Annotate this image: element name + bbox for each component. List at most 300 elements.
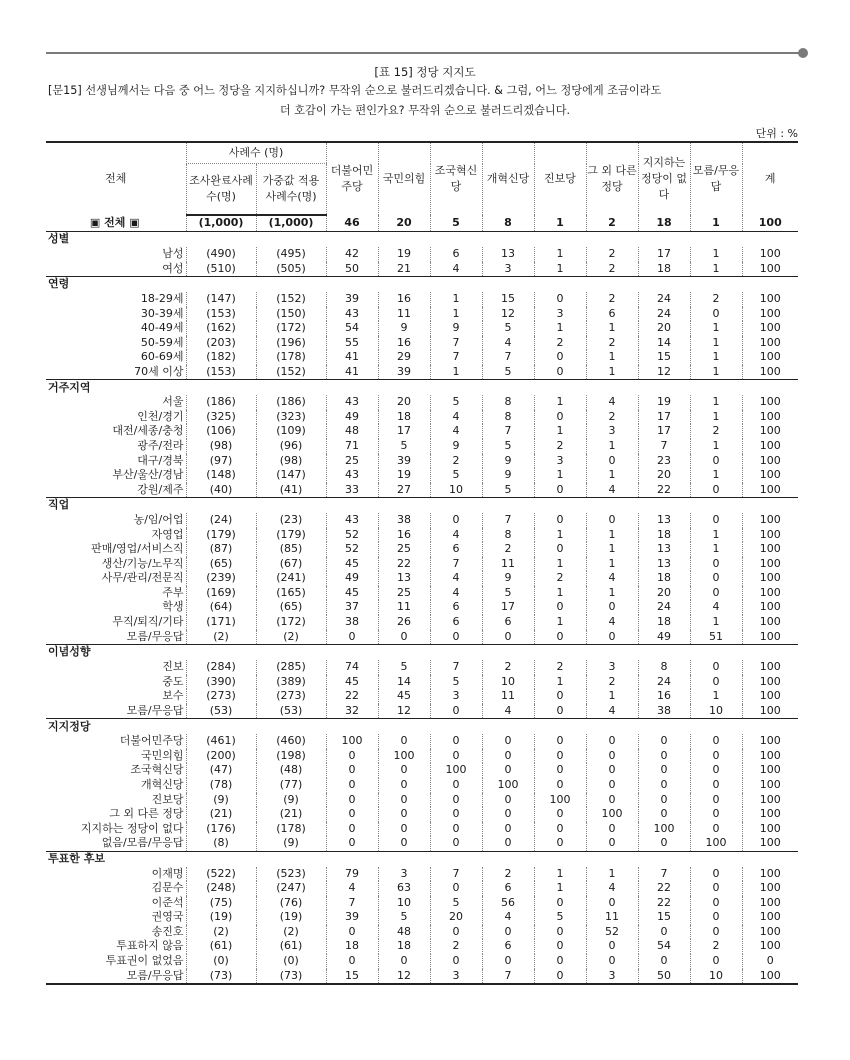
table-cell: (284) [186,660,256,675]
table-cell: 3 [378,867,430,882]
table-cell: 1 [690,528,742,543]
table-cell: 0 [534,836,586,851]
table-cell: (390) [186,675,256,690]
table-cell: 9 [430,439,482,454]
table-cell: 1 [586,542,638,557]
table-cell: (106) [186,424,256,439]
table-cell: 1 [430,307,482,322]
table-cell: 1 [534,867,586,882]
section-title: 이념성향 [46,645,798,661]
table-cell: 100 [742,896,798,911]
table-cell: 100 [742,660,798,675]
table-cell: (200) [186,749,256,764]
table-row [46,468,798,483]
table-cell: 52 [326,542,378,557]
table-cell: 0 [430,954,482,969]
table-cell: 11 [482,689,534,704]
table-cell: 52 [326,528,378,543]
row-label: 이재명 [151,866,184,880]
table-cell: 11 [378,600,430,615]
table-cell: 0 [482,630,534,645]
table-cell: 0 [690,778,742,793]
table-cell: 4 [430,424,482,439]
table-cell: 100 [742,483,798,498]
table-cell: 4 [586,704,638,719]
table-cell: 15 [326,969,378,985]
table-cell: 7 [430,350,482,365]
table-cell: 0 [430,749,482,764]
table-cell: 9 [482,454,534,469]
row-label: 개혁신당 [140,777,184,791]
table-cell: 39 [326,292,378,307]
table-cell: 0 [326,778,378,793]
table-row [46,881,798,896]
row-label: 서울 [162,395,184,409]
table-cell: 100 [742,350,798,365]
table-row [46,600,798,615]
table-cell: 100 [586,807,638,822]
table-cell: 5 [482,483,534,498]
table-cell: (162) [186,321,256,336]
table-cell: 1 [534,675,586,690]
table-cell: (460) [256,734,326,749]
table-cell: (21) [256,807,326,822]
table-cell: 54 [638,939,690,954]
table-row [46,557,798,572]
table-cell: (53) [256,704,326,719]
table-cell: 25 [378,542,430,557]
table-cell: 14 [378,675,430,690]
table-cell: 100 [742,763,798,778]
table-cell: 100 [742,675,798,690]
table-cell: 17 [378,424,430,439]
table-cell: 0 [326,630,378,645]
table-cell: (172) [256,615,326,630]
table-row [46,704,798,719]
table-cell: (152) [256,365,326,380]
table-row [46,336,798,351]
table-cell: 0 [690,763,742,778]
table-cell: 17 [482,600,534,615]
table-cell: 100 [742,262,798,277]
table-cell: 20 [430,910,482,925]
table-row [46,454,798,469]
table-cell: 4 [482,910,534,925]
row-label: 투표하지 않음 [116,939,184,953]
table-row [46,571,798,586]
section-header-row [46,277,798,293]
table-cell: (273) [256,689,326,704]
table-cell: 100 [742,704,798,719]
row-label: 남성 [162,247,184,260]
table-cell: 100 [742,910,798,925]
table-row [46,350,798,365]
table-cell: 3 [534,454,586,469]
table-cell: 2 [430,454,482,469]
table-cell: 0 [690,749,742,764]
table-cell: 0 [586,822,638,837]
table-cell: 1 [430,365,482,380]
table-cell: 10 [690,969,742,985]
table-cell: 0 [638,807,690,822]
section-title: 지지정당 [46,719,798,735]
table-row [46,822,798,837]
table-cell: (510) [186,262,256,277]
table-cell: 56 [482,896,534,911]
row-label: 자영업 [151,527,184,541]
row-label: 모름/무응답 [46,969,186,985]
table-cell: 7 [482,350,534,365]
table-cell: 100 [742,336,798,351]
table-cell: (64) [186,600,256,615]
table-row [46,925,798,940]
row-label: 사무/관리/전문직 [101,571,184,585]
section-header-row [46,851,798,867]
table-cell: 18 [638,615,690,630]
table-cell: 19 [378,468,430,483]
header-corner: 전체 [46,142,186,215]
table-cell: 0 [534,630,586,645]
table-row [46,896,798,911]
table-cell: 100 [742,247,798,262]
table-cell: 1 [534,215,586,232]
table-cell: 1 [534,321,586,336]
table-cell: 100 [742,689,798,704]
table-cell: 100 [742,615,798,630]
row-label: 김문수 [151,881,184,895]
table-cell: (9) [256,836,326,851]
table-cell: 0 [690,822,742,837]
table-row [46,262,798,277]
table-cell: 1 [690,350,742,365]
section-header-row [46,380,798,396]
table-cell: (2) [186,630,256,645]
table-cell: 0 [690,660,742,675]
table-cell: 39 [378,365,430,380]
table-cell: 0 [638,749,690,764]
table-row [46,939,798,954]
table-cell: 7 [482,513,534,528]
table-cell: 11 [378,307,430,322]
table-cell: 1 [690,615,742,630]
table-cell: (40) [186,483,256,498]
table-cell: 1 [586,439,638,454]
table-cell: 18 [638,262,690,277]
table-cell: 0 [534,704,586,719]
table-cell: 2 [482,660,534,675]
table-cell: 43 [326,395,378,410]
table-cell: 1 [586,689,638,704]
table-cell: 39 [326,910,378,925]
table-cell: 4 [690,600,742,615]
table-cell: (153) [186,307,256,322]
table-cell: 0 [586,749,638,764]
table-cell: (323) [256,410,326,425]
table-cell: (325) [186,410,256,425]
table-cell: 32 [326,704,378,719]
table-cell: 0 [690,675,742,690]
table-cell: 0 [586,896,638,911]
table-cell: 0 [690,807,742,822]
row-label: 무직/퇴직/기타 [112,615,184,629]
row-label: 더불어민주당 [119,734,184,748]
table-cell: 0 [482,734,534,749]
table-cell: (2) [186,925,256,940]
table-cell: 2 [586,292,638,307]
section-header-row [46,498,798,514]
section-header-row [46,719,798,735]
table-cell: 0 [482,925,534,940]
table-cell: (23) [256,513,326,528]
table-cell: 1 [534,528,586,543]
section-title: 투표한 후보 [46,851,798,867]
table-cell: 0 [482,954,534,969]
table-cell: (461) [186,734,256,749]
table-cell: (522) [186,867,256,882]
table-cell: 0 [534,410,586,425]
table-cell: (203) [186,336,256,351]
row-label: 농/임/어업 [133,513,184,527]
table-cell: 19 [638,395,690,410]
table-cell: 1 [534,424,586,439]
table-cell: (171) [186,615,256,630]
table-cell: (2) [256,925,326,940]
table-cell: 54 [326,321,378,336]
table-cell: 6 [430,600,482,615]
table-cell: 5 [430,896,482,911]
table-cell: 100 [742,439,798,454]
table-cell: 0 [534,763,586,778]
row-label: 40-49세 [140,321,184,335]
table-cell: 7 [430,660,482,675]
table-cell: 1 [690,262,742,277]
table-cell: (179) [256,528,326,543]
table-cell: 22 [638,881,690,896]
table-cell: 100 [742,793,798,808]
table-cell: 0 [482,807,534,822]
table-cell: (41) [256,483,326,498]
table-cell: 0 [690,881,742,896]
table-cell: 17 [638,247,690,262]
row-label: 보수 [162,689,184,703]
table-cell: 1 [586,586,638,601]
table-cell: 100 [742,881,798,896]
table-cell: 0 [586,778,638,793]
row-label: 지지하는 정당이 없다 [80,821,184,835]
table-cell: 0 [534,542,586,557]
table-cell: 2 [690,939,742,954]
table-cell: 22 [638,896,690,911]
table-cell: 38 [326,615,378,630]
table-cell: 5 [482,586,534,601]
table-cell: 18 [326,939,378,954]
table-cell: 5 [378,660,430,675]
table-cell: 0 [534,969,586,985]
table-cell: 1 [586,557,638,572]
table-cell: 0 [534,734,586,749]
table-cell: 0 [690,734,742,749]
row-label: 부산/울산/경남 [112,468,184,482]
table-cell: 18 [638,528,690,543]
table-cell: 100 [742,807,798,822]
table-cell: (273) [186,689,256,704]
table-cell: 100 [326,734,378,749]
table-cell: 0 [690,557,742,572]
table-cell: 2 [482,867,534,882]
row-label: 60-69세 [140,350,184,364]
table-title: [표 15] 정당 지지도 [374,65,476,79]
table-cell: 1 [586,468,638,483]
table-cell: 2 [430,939,482,954]
table-cell: 100 [742,939,798,954]
row-label: 진보 [162,660,184,674]
table-cell: 0 [482,749,534,764]
table-cell: 9 [378,321,430,336]
table-cell: 0 [378,836,430,851]
table-cell: (153) [186,365,256,380]
unit-label: 단위 : % [755,127,798,140]
table-cell: 0 [690,896,742,911]
table-cell: 79 [326,867,378,882]
table-cell: 6 [430,542,482,557]
table-cell: 0 [690,586,742,601]
table-cell: (61) [256,939,326,954]
table-cell: 100 [638,822,690,837]
table-cell: 100 [742,528,798,543]
table-cell: 0 [690,483,742,498]
table-cell: 17 [638,410,690,425]
table-cell: (147) [186,292,256,307]
table-cell: 10 [690,704,742,719]
table-cell: 0 [430,630,482,645]
table-cell: 43 [326,307,378,322]
table-row [46,410,798,425]
row-label: 이준석 [151,895,184,909]
table-cell: 1 [586,867,638,882]
table-cell: 0 [482,763,534,778]
section-title: 거주지역 [46,380,798,396]
table-cell: (65) [256,600,326,615]
table-cell: 24 [638,307,690,322]
table-cell: 7 [638,867,690,882]
table-cell: 0 [326,793,378,808]
table-cell: (19) [256,910,326,925]
table-cell: 0 [378,630,430,645]
table-cell: 1 [690,689,742,704]
table-cell: 15 [638,910,690,925]
table-cell: 49 [326,410,378,425]
row-label: 18-29세 [140,292,184,306]
row-label: 조국혁신당 [130,763,184,777]
table-cell: 23 [638,454,690,469]
row-label: 중도 [162,674,184,688]
table-cell: 4 [430,528,482,543]
table-cell: 21 [378,262,430,277]
table-row [46,439,798,454]
table-cell: 0 [742,954,798,969]
table-row [46,763,798,778]
section-title: 직업 [46,498,798,514]
table-cell: 100 [378,749,430,764]
row-label: 70세 이상 [134,364,184,378]
row-label: 강원/제주 [137,482,184,496]
table-cell: (490) [186,247,256,262]
table-cell: 6 [430,247,482,262]
table-cell: 0 [534,954,586,969]
table-cell: 0 [534,822,586,837]
table-cell: (182) [186,350,256,365]
party-support-table [46,141,798,985]
table-cell: (98) [256,454,326,469]
total-row [46,215,798,232]
header-sample-completed: 조사완료사례수(명) [186,164,256,216]
row-label: 없음/모름/무응답 [101,836,184,850]
table-cell: 0 [326,954,378,969]
table-row [46,292,798,307]
table-cell: 4 [430,262,482,277]
table-cell: 45 [326,586,378,601]
table-cell: 2 [534,660,586,675]
table-cell: 100 [742,734,798,749]
table-cell: 5 [482,365,534,380]
table-cell: 4 [430,410,482,425]
table-cell: 100 [742,822,798,837]
row-label: 투표권이 없었음 [105,953,184,967]
row-label: 모름/무응답 [126,629,184,643]
table-cell: 48 [326,424,378,439]
table-cell: 43 [326,468,378,483]
table-cell: 1 [534,586,586,601]
row-label: 판매/영업/서비스직 [91,542,184,556]
table-cell: 2 [586,247,638,262]
table-row [46,615,798,630]
section-title: 연령 [46,277,798,293]
table-cell: (73) [186,969,256,985]
table-cell: 19 [378,247,430,262]
table-cell: 11 [586,910,638,925]
table-cell: 2 [586,262,638,277]
table-cell: (19) [186,910,256,925]
table-cell: (1,000) [256,215,326,232]
table-cell: 1 [690,439,742,454]
table-cell: 3 [534,307,586,322]
row-label: 모름/무응답 [126,703,184,717]
table-cell: 26 [378,615,430,630]
table-cell: 22 [378,557,430,572]
table-cell: (67) [256,557,326,572]
table-cell: 0 [690,793,742,808]
table-cell: 1 [690,247,742,262]
table-cell: (179) [186,528,256,543]
table-row [46,675,798,690]
table-cell: 100 [742,630,798,645]
table-cell: 0 [430,734,482,749]
table-cell: 0 [638,778,690,793]
table-cell: (389) [256,675,326,690]
table-row [46,395,798,410]
table-cell: 46 [326,215,378,232]
table-cell: 4 [430,571,482,586]
table-cell: 0 [690,910,742,925]
table-cell: 18 [378,410,430,425]
table-cell: 100 [742,468,798,483]
table-cell: 5 [534,910,586,925]
table-cell: 100 [742,969,798,985]
table-cell: (109) [256,424,326,439]
question-line-1: [문15] 선생님께서는 다음 중 어느 정당을 지지하십니까? 무작위 순으로 불러드리겠습니다. & 그럼, 어느 정당에게 조금이라도 [48,84,662,97]
table-cell: 1 [586,350,638,365]
table-cell: 100 [430,763,482,778]
